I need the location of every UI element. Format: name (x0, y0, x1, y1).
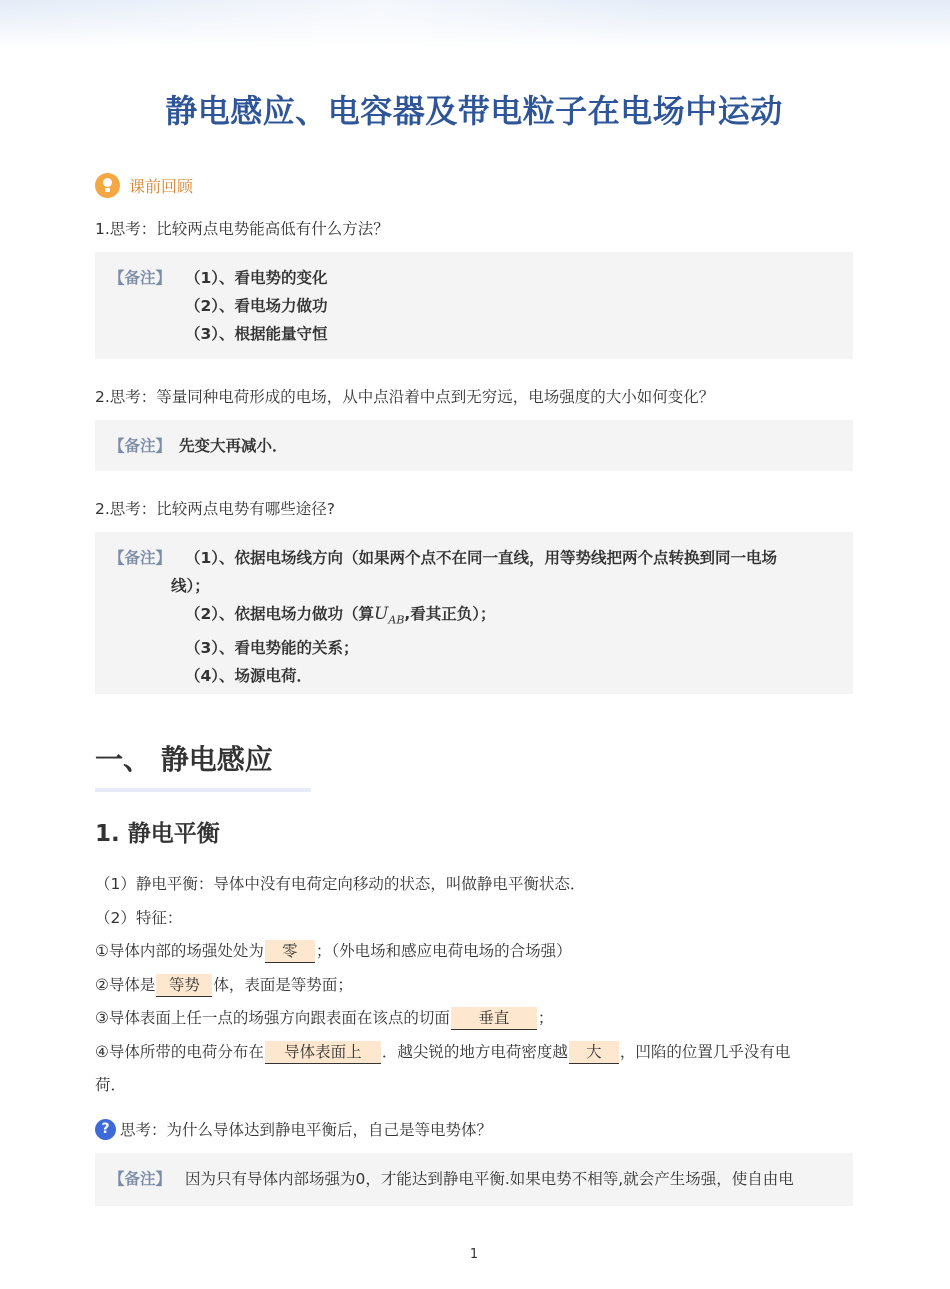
question-3: 2.思考：比较两点电势有哪些途径? (95, 500, 336, 518)
blank-answer: 导体表面上 (265, 1041, 381, 1064)
review-label: 课前回顾 (129, 176, 194, 196)
note-2-text: 先变大再减小． (179, 437, 288, 455)
note-3-item-3: （3）、看电势能的关系； (185, 639, 359, 658)
think-text: 思考：为什么导体达到静电平衡后，自己是等电势体？ (120, 1121, 493, 1139)
note-tag: 【备注】 (109, 437, 172, 455)
page-title: 静电感应、电容器及带电粒子在电场中运动 (165, 92, 783, 130)
question-1: 1.思考：比较两点电势能高低有什么方法？ (95, 220, 389, 238)
section-1-underline (95, 788, 311, 792)
question-icon: ? (95, 1119, 116, 1140)
body-line-7: 荷． (95, 1076, 127, 1094)
note-tag: 【备注】 (109, 1170, 172, 1188)
body-line-3: ①导体内部的场强处处为 零 ；（外电场和感应电荷电场的合场强） (95, 935, 853, 969)
section-body (95, 868, 853, 1103)
math-u-ab: $U_{AB}$ (374, 604, 405, 627)
subsection-1-heading: 1. 静电平衡 (95, 821, 220, 847)
review-heading (95, 172, 193, 198)
header-band (0, 0, 950, 48)
note-3-item-1b: 线）； (171, 577, 210, 595)
note-box-4 (95, 1153, 853, 1206)
question-2: 2.思考：等量同种电荷形成的电场，从中点沿着中点到无穷远，电场强度的大小如何变化？ (95, 388, 715, 406)
note-box-2 (95, 420, 853, 471)
body-line-1: （1）静电平衡：导体中没有电荷定向移动的状态，叫做静电平衡状态． (95, 875, 586, 893)
note-box-3 (95, 532, 853, 694)
body-line-5: ③导体表面上任一点的场强方向跟表面在该点的切面 垂直 ； (95, 1002, 853, 1036)
note-1-item-2: （2）、看电场力做功 (185, 297, 328, 315)
blank-answer: 垂直 (451, 1007, 537, 1030)
note-3-item-2: （2）、依据电场力做功（算$U_{AB}$,看其正负）； (185, 604, 496, 627)
lightbulb-icon (95, 173, 120, 198)
blank-answer: 大 (569, 1041, 619, 1064)
note-tag: 【备注】 (109, 549, 172, 567)
note-3-item-1a: （1）、依据电场线方向（如果两个点不在同一直线，用等势线把两个点转换到同一电场 (185, 549, 778, 567)
section-1-heading: 一、 静电感应 (95, 743, 273, 776)
page-number: 1 (469, 1247, 479, 1262)
note-1-item-3: （3）、根据能量守恒 (185, 325, 328, 343)
note-1-item-1: （1）、看电势的变化 (185, 269, 328, 287)
note-box-1 (95, 252, 853, 359)
body-line-4: ②导体是 等势 体，表面是等势面； (95, 969, 853, 1003)
blank-answer: 零 (265, 940, 315, 963)
body-line-2: （2）特征： (95, 908, 183, 927)
blank-answer: 等势 (156, 974, 212, 997)
note-4-text: 因为只有导体内部场强为0，才能达到静电平衡.如果电势不相等,就会产生场强，使自由电 (185, 1170, 794, 1188)
note-3-item-4: （4）、场源电荷． (185, 667, 313, 686)
note-tag: 【备注】 (109, 269, 172, 287)
body-line-6: ④导体所带的电荷分布在 导体表面上 ．越尖锐的地方电荷密度越 大 ，凹陷的位置几乎没有电 (95, 1036, 853, 1070)
think-question (95, 1118, 492, 1140)
